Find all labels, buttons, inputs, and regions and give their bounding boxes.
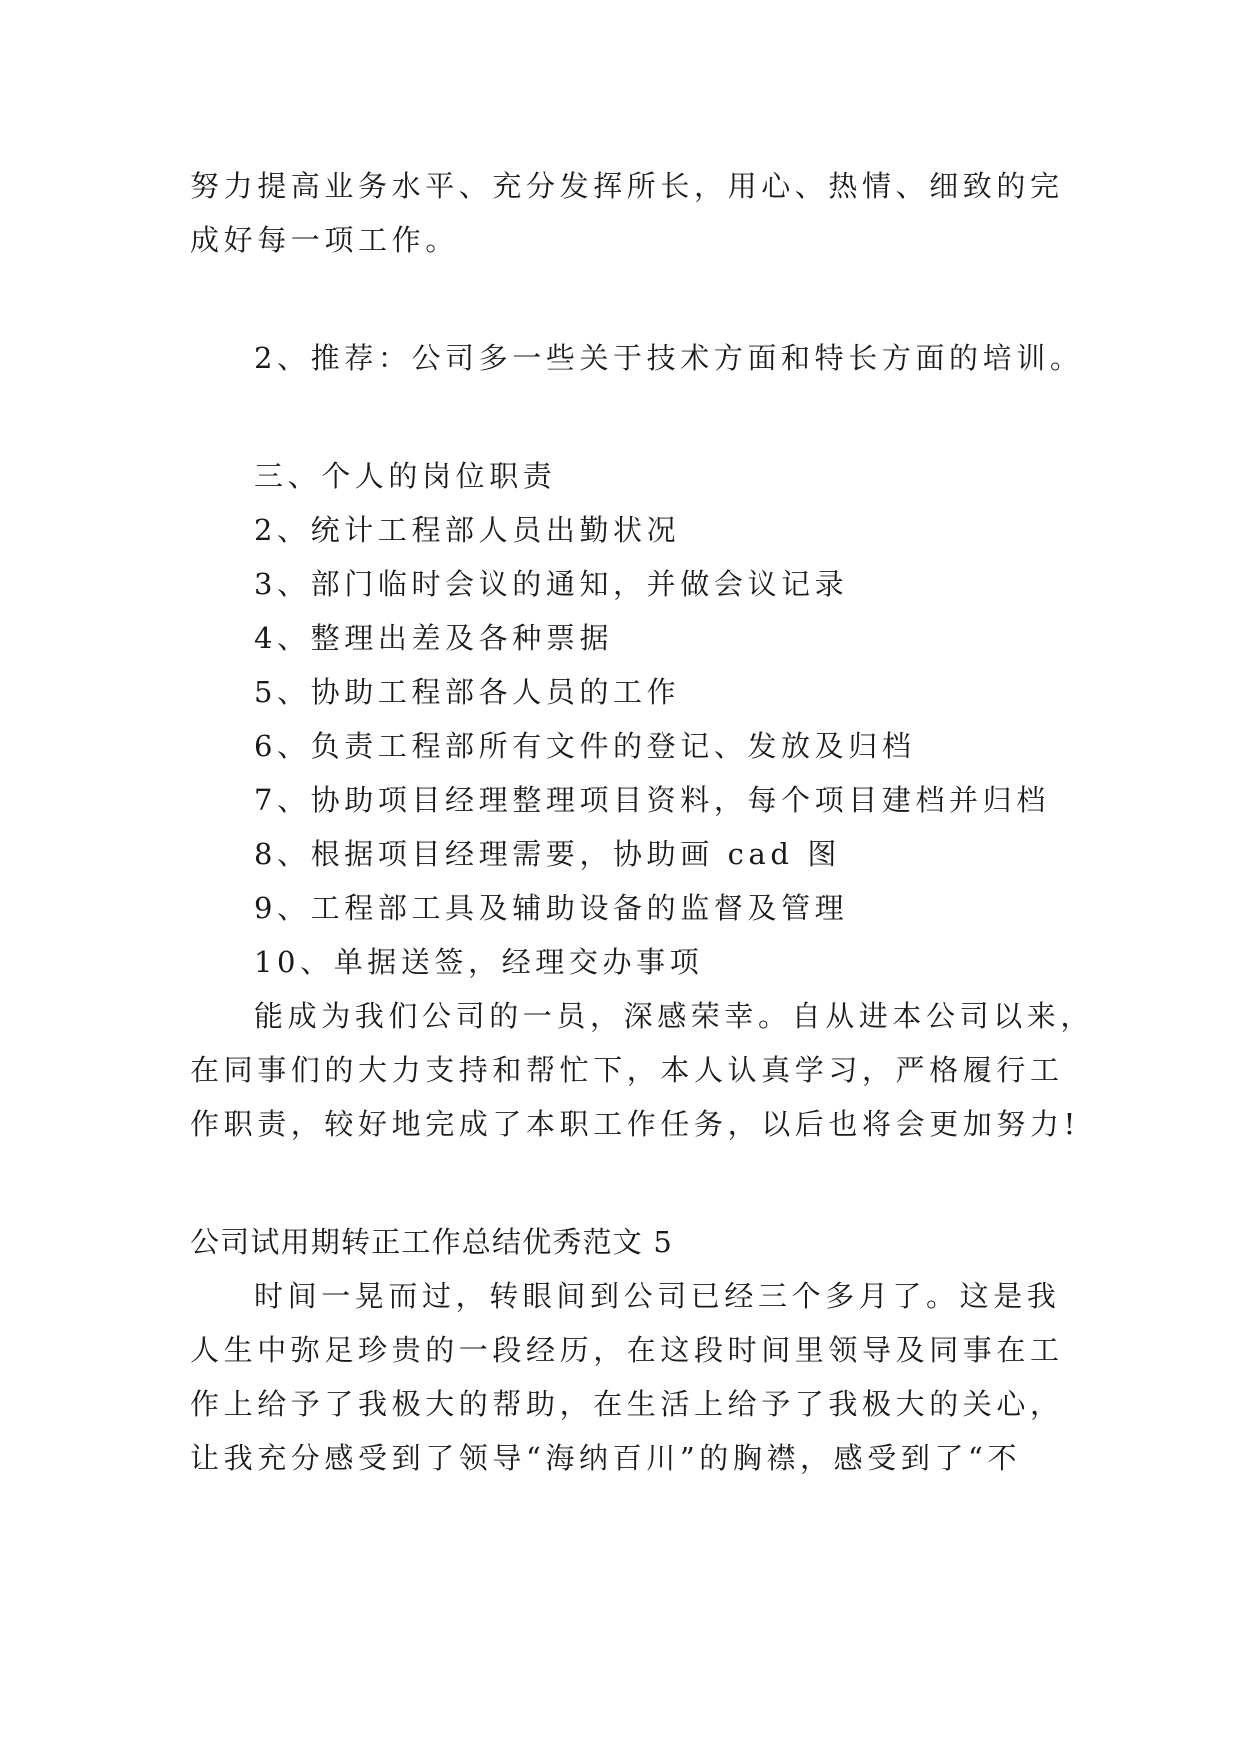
duty-item-3: 3、部门临时会议的通知，并做会议记录 — [254, 567, 849, 601]
intro-line-2: 成好每一项工作。 — [190, 223, 459, 257]
article-line-4: 让我充分感受到了领导“海纳百川”的胸襟，感受到了“不 — [190, 1441, 1022, 1475]
closing-line-2: 在同事们的大力支持和帮忙下，本人认真学习，严格履行工 — [190, 1053, 1064, 1087]
article-title: 公司试用期转正工作总结优秀范文 5 — [190, 1225, 674, 1259]
duty-item-5: 5、协助工程部各人员的工作 — [254, 675, 681, 709]
article-line-1: 时间一晃而过，转眼间到公司已经三个多月了。这是我 — [254, 1279, 1061, 1313]
duty-item-9: 9、工程部工具及辅助设备的监督及管理 — [254, 891, 849, 925]
closing-line-1: 能成为我们公司的一员，深感荣幸。自从进本公司以来， — [254, 999, 1095, 1033]
duty-item-2: 2、统计工程部人员出勤状况 — [254, 513, 681, 547]
duty-item-8: 8、根据项目经理需要，协助画 cad 图 — [254, 837, 841, 871]
section-heading: 三、个人的岗位职责 — [254, 459, 557, 493]
duty-item-4: 4、整理出差及各种票据 — [254, 621, 614, 655]
duty-item-7: 7、协助项目经理整理项目资料，每个项目建档并归档 — [254, 783, 1050, 817]
intro-line-1: 努力提高业务水平、充分发挥所长，用心、热情、细致的完 — [190, 169, 1064, 203]
article-line-2: 人生中弥足珍贵的一段经历，在这段时间里领导及同事在工 — [190, 1333, 1064, 1367]
article-line-3: 作上给予了我极大的帮助，在生活上给予了我极大的关心， — [190, 1387, 1064, 1421]
recommendation-line: 2、推荐：公司多一些关于技术方面和特长方面的培训。 — [254, 341, 1084, 375]
duty-item-6: 6、负责工程部所有文件的登记、发放及归档 — [254, 729, 916, 763]
closing-line-3: 作职责，较好地完成了本职工作任务，以后也将会更加努力! — [190, 1107, 1080, 1141]
duty-item-10: 10、单据送签，经理交办事项 — [254, 945, 704, 979]
